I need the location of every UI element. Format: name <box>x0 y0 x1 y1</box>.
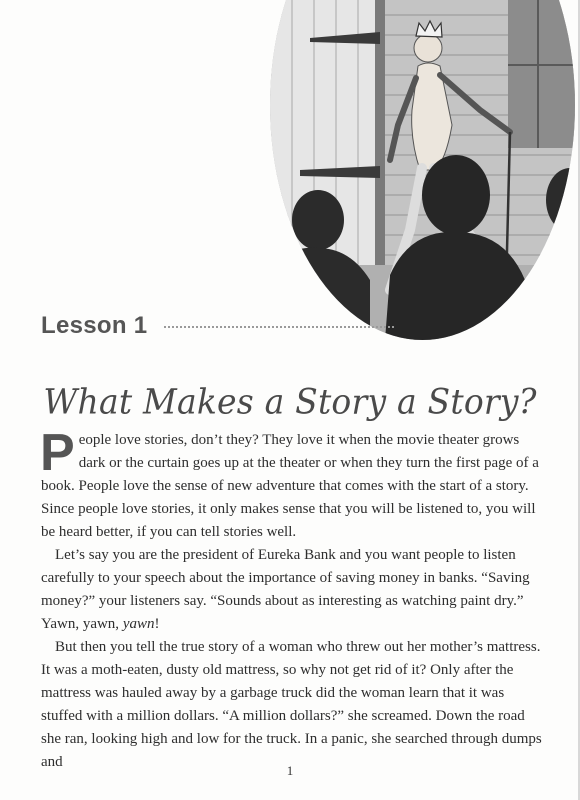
paragraph-3-text: But then you tell the true story of a woman who threw out her mother’s mattress. It was a moth-eaten, dusty old mattress, so why not get rid of it? Only after the mattress was hauled away by a garbage truck did the woman learn that it was stuffed with a million dollars. “A million dollars?” she screamed. Down the road she ran, looking high and low for the truck. In a panic, she searched through dumps and <box>41 639 542 770</box>
lesson-number-heading: Lesson 1 <box>41 312 148 339</box>
page-number: 1 <box>286 763 294 778</box>
paragraph-2-text: Let’s say you are the president of Eureka Bank and you want people to listen carefully to your speech about the importance of saving money in banks. “Saving money?” your listeners say. “Sounds about as interesting as watching paint dry.” Yawn, yawn, <box>41 547 530 632</box>
lesson-title: What Makes a Story a Story? <box>43 381 537 423</box>
lesson-body <box>40 424 546 774</box>
paragraph-2 <box>41 544 546 636</box>
paragraph-3 <box>41 636 546 774</box>
paragraph-2-emphasis: yawn <box>122 616 155 632</box>
dotted-divider <box>164 326 394 330</box>
paragraph-1 <box>40 424 546 544</box>
drop-cap: P <box>40 424 75 482</box>
paragraph-2-end: ! <box>154 616 160 632</box>
paragraph-1-text: eople love stories, don’t they? They love it when the movie theater grows dark or the curtain goes up at the theater or when they turn the first page of a book. People love the sense of new adventure that comes with the start of a story. Since people love stories, it only makes sense that you will be listened to, you will be heard better, if you can tell stories well. <box>41 432 539 540</box>
